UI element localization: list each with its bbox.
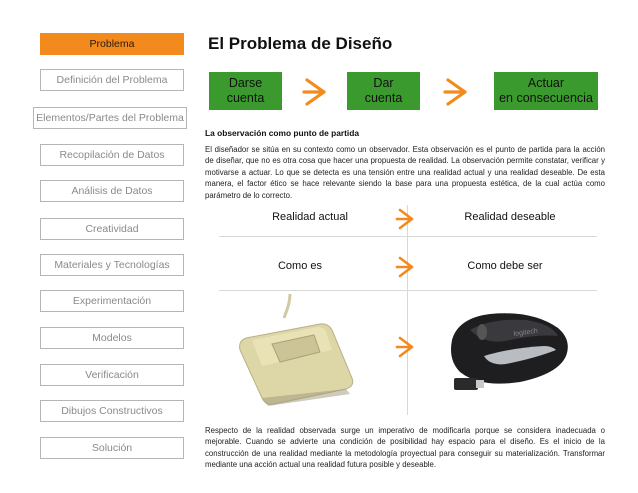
nav-item-label: Definición del Problema <box>56 74 168 86</box>
nav-item-creatividad[interactable] <box>40 218 184 240</box>
label-realidad-deseable: Realidad deseable <box>464 211 556 223</box>
label-realidad-actual: Realidad actual <box>272 211 348 223</box>
arrow-right-icon <box>443 76 473 108</box>
step-actuar <box>494 72 598 110</box>
label-como-debe-ser: Como debe ser <box>467 260 543 272</box>
arrow-right-icon <box>394 334 420 360</box>
comparison-divider-1 <box>219 236 597 237</box>
nav-item-label: Elementos/Partes del Problema <box>36 112 184 124</box>
nav-item-experimentacion[interactable] <box>40 290 184 312</box>
nav-item-label: Solución <box>91 442 133 454</box>
nav-item-label: Análisis de Datos <box>71 185 153 197</box>
label-como-es: Como es <box>277 260 323 272</box>
nav-item-label: Creatividad <box>85 223 139 235</box>
arrow-right-icon <box>302 76 332 108</box>
nav-item-label: Experimentación <box>72 295 152 307</box>
step-line: cuenta <box>226 91 265 105</box>
nav-item-label: Verificación <box>85 369 139 381</box>
nav-item-solucion[interactable] <box>40 437 184 459</box>
section-heading: La observación como punto de partida <box>205 128 360 138</box>
step-line: Actuar <box>527 76 565 90</box>
svg-text:logitech: logitech <box>513 327 539 338</box>
nav-item-materiales[interactable] <box>40 254 184 276</box>
nav-item-label: Modelos <box>92 332 132 344</box>
nav-item-label: Recopilación de Datos <box>59 149 165 161</box>
comparison-divider-2 <box>219 290 597 291</box>
step-line: Dar <box>373 76 394 90</box>
nav-item-recopilacion[interactable] <box>40 144 184 166</box>
nav-item-analisis[interactable] <box>40 180 184 202</box>
step-dar-cuenta <box>347 72 420 110</box>
nav-item-verificacion[interactable] <box>40 364 184 386</box>
nav-item-definicion[interactable] <box>40 69 184 91</box>
nav-item-label: Dibujos Constructivos <box>61 405 163 417</box>
page-title: El Problema de Diseño <box>208 34 393 53</box>
nav-item-dibujos[interactable] <box>40 400 184 422</box>
bottom-paragraph: Respecto de la realidad observada surge un imperativo de modificarla porque se considera inadecuada o mejorable. Cuando se advierte una condición de posibilidad hay espacio para el diseño. Es el inicio de la construcción de una realidad mediante la metodología proyectual para conseguir su materialización. Transformar mediante una acción actual una realidad futura posible y deseable. <box>205 426 605 470</box>
nav-item-label: Materiales y Tecnologías <box>54 259 170 271</box>
old-mouse-image <box>228 294 368 411</box>
step-darse-cuenta <box>209 72 282 110</box>
nav-item-problema[interactable] <box>40 33 184 55</box>
step-line: Darse <box>228 76 263 90</box>
nav-item-modelos[interactable] <box>40 327 184 349</box>
step-line: en consecuencia <box>499 91 593 105</box>
arrow-right-icon <box>394 206 420 232</box>
intro-paragraph: El diseñador se sitúa en su contexto como un observador. Esta observación es el punto de partida para la acción de diseñar, que no es otra cosa que hacer una propuesta de realidad. La observación permite constatar, verificar y motivarse a actuar. Lo que se detecta es una tensión entre una realidad actual y una realidad deseable. De esta manera, el factor ético se hace relevante siendo la base para una propuesta estética, de la cual actúa como parámetro de lo correcto. <box>205 145 605 200</box>
step-line: cuenta <box>364 91 403 105</box>
nav-item-label: Problema <box>89 38 135 50</box>
nav-item-elementos[interactable] <box>33 107 187 129</box>
modern-mouse-image <box>440 300 580 405</box>
